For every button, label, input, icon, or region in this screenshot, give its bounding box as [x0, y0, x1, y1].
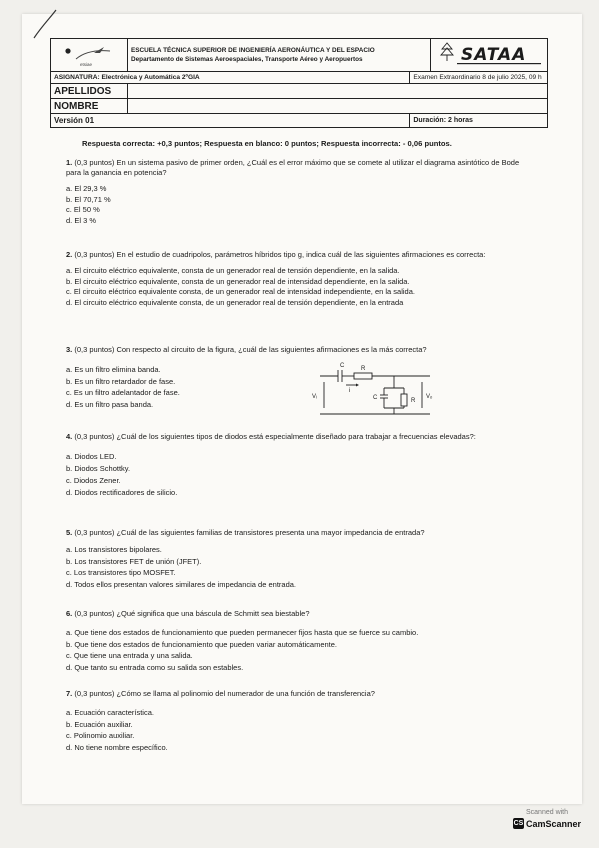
scoring-rules: Respuesta correcta: +0,3 puntos; Respuesta en blanco: 0 puntos; Respuesta incorrecta: - 0,06 puntos. [82, 139, 452, 148]
label-r-top: R [361, 366, 366, 372]
option-b[interactable]: b. Que tiene dos estados de funcionamiento que pueden variar automáticamente. [66, 639, 338, 649]
option-d[interactable]: d. No tiene nombre específico. [66, 742, 168, 752]
version-cell: Versión 01 [51, 114, 410, 128]
question-stem: 2. (0,3 puntos) En el estudio de cuadripolos, parámetros híbridos tipo g, indica cuál de las siguientes afirmaciones es correcta: [66, 250, 486, 259]
option-a[interactable]: a. Diodos LED. [66, 452, 117, 461]
question-stem: 4. (0,3 puntos) ¿Cuál de los siguientes tipos de diodos está especialmente diseñado para trabajar a frecuencias elevadas?: [66, 432, 476, 441]
option-b[interactable]: b. El circuito eléctrico equivalente, consta de un generador real de intensidad dependiente, en la salida. [66, 276, 410, 286]
subject-cell: ASIGNATURA: Electrónica y Automática 2ºGIA [51, 72, 410, 84]
option-a[interactable]: a. El circuito eléctrico equivalente, consta de un generador real de tensión dependiente, en la salida. [66, 266, 400, 275]
question-5 [66, 528, 536, 590]
pen-scribble-mark [30, 8, 60, 40]
label-vo: Vₒ [426, 394, 433, 400]
question-stem: 5. (0,3 puntos) ¿Cuál de las siguientes familias de transistores presenta una mayor impedancia de entrada? [66, 528, 425, 537]
question-4 [66, 432, 536, 499]
question-2 [66, 250, 536, 308]
option-c[interactable]: c. Diodos Zener. [66, 476, 121, 485]
option-d[interactable]: d. El 3 % [66, 215, 97, 225]
option-b[interactable]: b. Diodos Schottky. [66, 464, 131, 473]
option-c[interactable]: c. Que tiene una entrada y una salida. [66, 651, 193, 660]
label-c-top: C [340, 363, 345, 369]
option-d[interactable]: d. Todos ellos presentan valores similares de impedancia de entrada. [66, 579, 296, 589]
option-d[interactable]: d. Que tanto su entrada como su salida son estables. [66, 662, 244, 672]
school-logo [51, 39, 128, 72]
option-d[interactable]: d. Diodos rectificadores de silicio. [66, 488, 178, 497]
option-b[interactable]: b. Es un filtro retardador de fase. [66, 376, 176, 386]
circuit-diagram [310, 358, 538, 420]
camscanner-name: CamScanner [525, 818, 582, 829]
name-label: NOMBRE [51, 99, 128, 114]
camscanner-watermark [503, 809, 591, 841]
duration-cell: Duración: 2 horas [410, 114, 548, 128]
option-a[interactable]: a. Que tiene dos estados de funcionamiento que pueden permanecer fijos hasta que se fuerce su cambio. [66, 628, 419, 637]
etsiae-logo-icon [54, 39, 116, 69]
exam-header-table [50, 38, 548, 128]
exam-date-cell: Examen Extraordinario 8 de julio 2025, 09 h [410, 72, 548, 84]
scanned-with-text: Scanned with [525, 809, 569, 816]
option-a[interactable]: a. Los transistores bipolares. [66, 545, 162, 554]
surname-field[interactable] [128, 84, 548, 99]
camscanner-brand [503, 818, 591, 829]
option-c[interactable]: c. Es un filtro adelantador de fase. [66, 388, 180, 397]
logo-small-text: etsiae [80, 62, 93, 67]
option-c[interactable]: c. El circuito eléctrico equivalente consta, de un generador real de intensidad independiente, en la salida. [66, 287, 415, 296]
camscanner-icon: CS [513, 820, 524, 827]
question-1 [66, 158, 536, 226]
option-b[interactable]: b. Los transistores FET de unión (JFET). [66, 556, 202, 566]
question-stem: 3. (0,3 puntos) Con respecto al circuito de la figura, ¿cuál de las siguientes afirmaciones es la más correcta? [66, 345, 427, 354]
option-a[interactable]: a. Es un filtro elimina banda. [66, 365, 161, 374]
label-i: i [349, 388, 351, 394]
question-6 [66, 609, 536, 673]
label-c-mid: C [373, 395, 378, 401]
surname-label: APELLIDOS [51, 84, 128, 99]
label-r-mid: R [411, 398, 416, 404]
option-d[interactable]: d. El circuito eléctrico equivalente consta, de un generador real de tensión dependiente, en la entrada [66, 297, 404, 307]
plane-tree-icon [441, 43, 453, 61]
parallel-resistor [401, 394, 407, 406]
question-stem: 1. (0,3 puntos) En un sistema pasivo de primer orden, ¿Cuál es el error máximo que se comete al utilizar el diagrama asintótico de Bode para la ganancia en potencia? [66, 158, 520, 177]
department-name: Departamento de Sistemas Aeroespaciales, Transporte Aéreo y Aeropuertos [131, 56, 363, 63]
series-resistor [354, 373, 372, 379]
brand-text: SATAA [461, 45, 527, 65]
name-field[interactable] [128, 99, 548, 114]
sataa-logo-cell [431, 39, 548, 72]
option-b[interactable]: b. El 70,71 % [66, 194, 111, 204]
school-cell [128, 39, 431, 72]
option-c[interactable]: c. El 50 % [66, 205, 100, 214]
option-d[interactable]: d. Es un filtro pasa banda. [66, 399, 154, 409]
option-b[interactable]: b. Ecuación auxiliar. [66, 719, 133, 729]
question-stem: 7. (0,3 puntos) ¿Cómo se llama al polinomio del numerador de una función de transferencia? [66, 689, 375, 698]
option-a[interactable]: a. Ecuación característica. [66, 708, 154, 717]
school-name: ESCUELA TÉCNICA SUPERIOR DE INGENIERÍA AERONÁUTICA Y DEL ESPACIO [131, 47, 375, 54]
sataa-logo [435, 39, 543, 69]
question-7 [66, 689, 536, 753]
question-stem: 6. (0,3 puntos) ¿Qué significa que una báscula de Schmitt sea biestable? [66, 609, 310, 618]
option-c[interactable]: c. Polinomio auxiliar. [66, 731, 135, 740]
option-a[interactable]: a. El 29,3 % [66, 184, 107, 193]
label-vi: Vᵢ [312, 394, 317, 400]
option-c[interactable]: c. Los transistores tipo MOSFET. [66, 568, 176, 577]
